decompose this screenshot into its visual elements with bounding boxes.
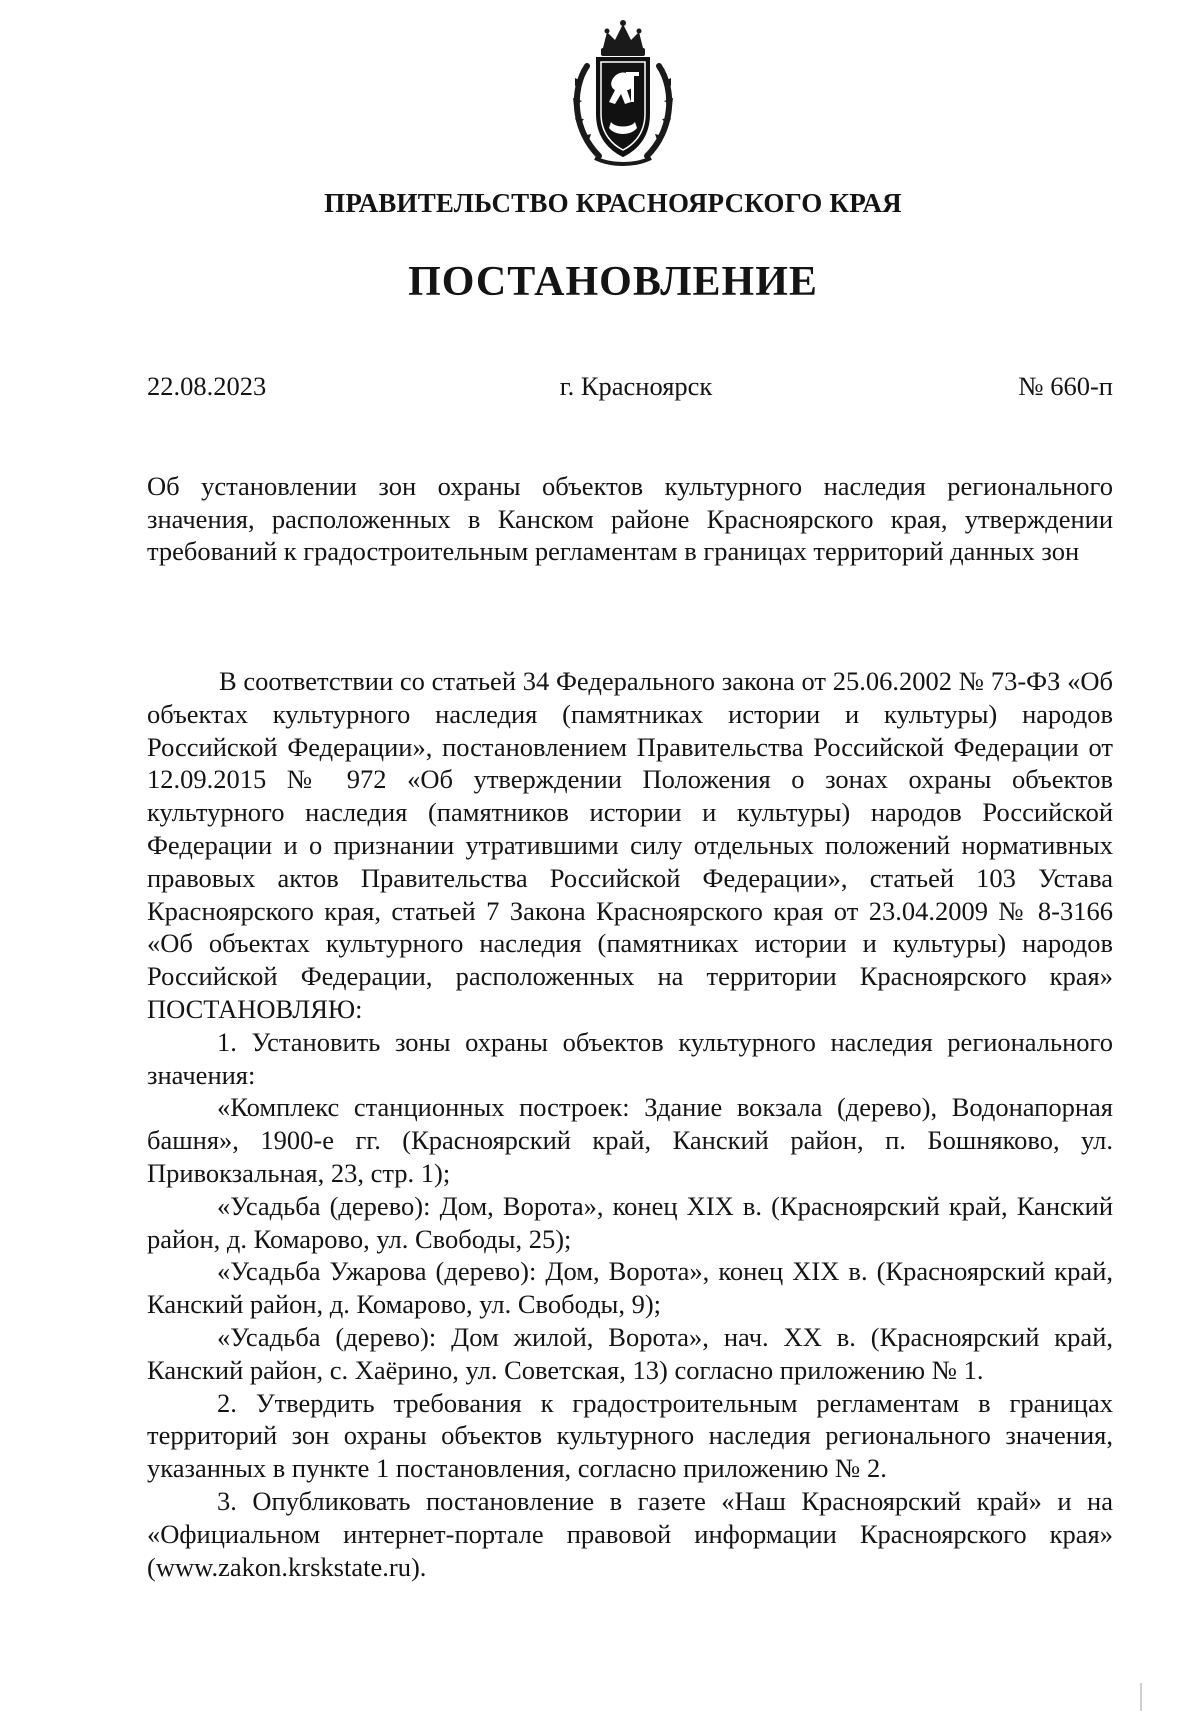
heritage-object-item: «Усадьба (дерево): Дом жилой, Ворота», нач. XX в. (Красноярский край, Канский район, с. Хаёрино, ул. Советская, 13) согласно приложению № 1. <box>147 1321 1113 1385</box>
preamble-paragraph: В соответствии со статьей 34 Федерального закона от 25.06.2002 № 73-ФЗ «Об объектах культурного наследия (памятниках истории и культуры) народов Российской Федерации», постановлением Правительства Российской Федерации от 12.09.2015 № 972 «Об утверждении Положения о зонах охраны объектов культурного наследия (памятников истории и культуры) народов Российской Федерации и о признании утратившими силу отдельных положений нормативных правовых актов Правительства Российской Федерации», статьей 103 Устава Красноярского края, статьей 7 Закона Красноярского края от 23.04.2009 № 8-3166 «Об объектах культурного наследия (памятниках истории и культуры) народов Российской Федерации, расположенных на территории Красноярского края» ПОСТАНОВЛЯЮ: <box>147 666 1113 1024</box>
scan-edge-mark <box>1140 1683 1142 1711</box>
point-3-paragraph: 3. Опубликовать постановление в газете «Наш Красноярский край» и на «Официальном интернет-портале правовой информации Красноярского края» (www.zakon.krskstate.ru). <box>147 1485 1113 1582</box>
organization-name: ПРАВИТЕЛЬСТВО КРАСНОЯРСКОГО КРАЯ <box>324 188 902 218</box>
document-body <box>147 665 1113 1583</box>
point-2-paragraph: 2. Утвердить требования к градостроительным регламентам в границах территорий зон охраны объектов культурного наследия регионального значения, указанных в пункте 1 постановления, согласно приложению № 2. <box>147 1387 1113 1484</box>
krasnoyarsk-krai-coat-of-arms-icon <box>565 18 681 168</box>
point-1-paragraph: 1. Установить зоны охраны объектов культурного наследия регионального значения: <box>147 1026 1113 1090</box>
document-date: 22.08.2023 <box>147 371 267 401</box>
heritage-object-item: «Комплекс станционных построек: Здание вокзала (дерево), Водонапорная башня», 1900-е гг. (Красноярский край, Канский район, п. Бошняково, ул. Привокзальная, 23, стр. 1); <box>147 1092 1113 1188</box>
document-title: Об установлении зон охраны объектов культурного наследия регионального значения, расположенных в Канском районе Красноярского края, утверждении требований к градостроительным регламентам в границах территорий данных зон <box>147 471 1113 566</box>
document-type: ПОСТАНОВЛЕНИЕ <box>408 259 818 305</box>
heritage-object-item: «Усадьба (дерево): Дом, Ворота», конец XIX в. (Красноярский край, Канский район, д. Комарово, ул. Свободы, 25); <box>147 1190 1113 1254</box>
document-place: г. Красноярск <box>559 371 713 401</box>
document-number: № 660-п <box>1018 371 1113 401</box>
heritage-object-item: «Усадьба Ужарова (дерево): Дом, Ворота», конец XIX в. (Красноярский край, Канский район, д. Комарово, ул. Свободы, 9); <box>147 1256 1113 1320</box>
